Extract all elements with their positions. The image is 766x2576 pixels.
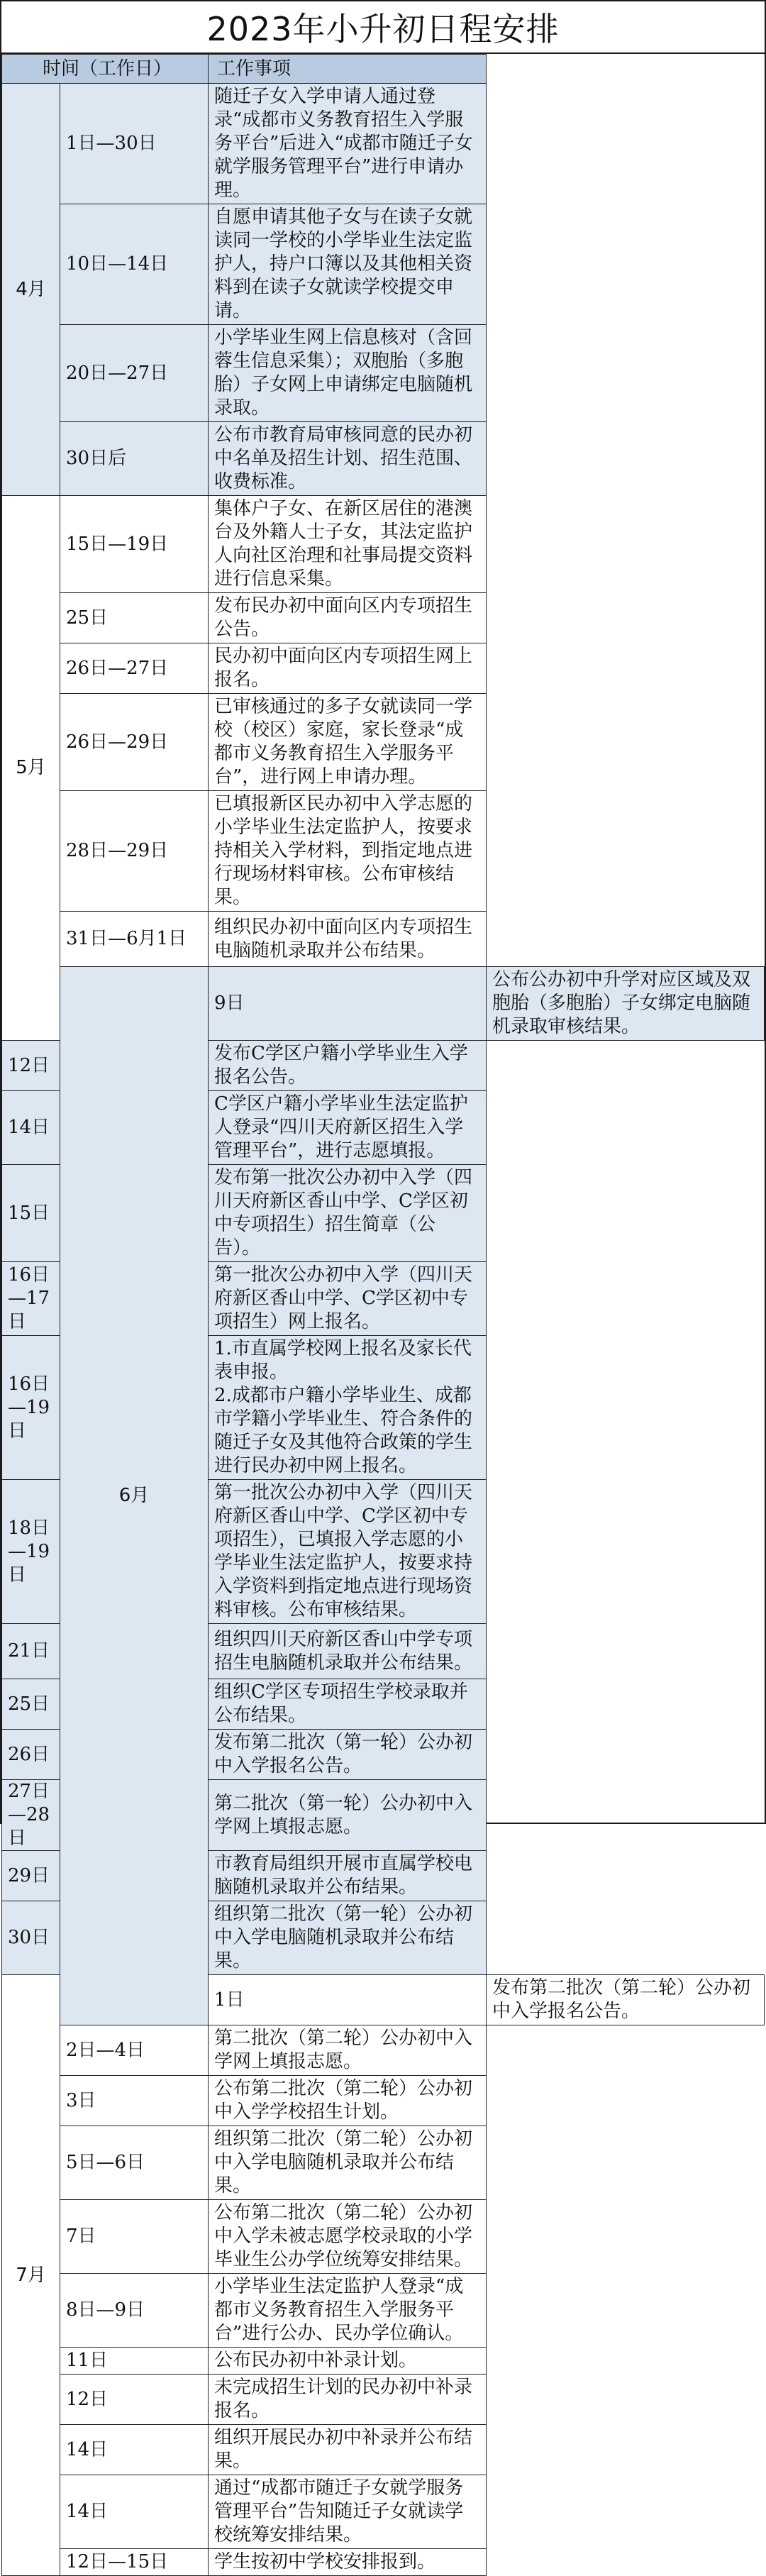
table-row xyxy=(2,967,765,1041)
task-cell: 发布C学区户籍小学毕业生入学报名公告。 xyxy=(209,1041,487,1091)
table-row xyxy=(2,422,765,496)
task-cell: 第二批次（第二轮）公办初中入学网上填报志愿。 xyxy=(209,2025,487,2076)
task-cell: 第二批次（第一轮）公办初中入学网上填报志愿。 xyxy=(209,1780,487,1851)
task-cell: 第一批次公办初中入学（四川天府新区香山中学、C学区初中专项招生），已填报入学志愿的小学毕业生法定监护人，按要求持入学资料到指定地点进行现场资料审核。公布审核结果。 xyxy=(209,1480,487,1624)
schedule-table xyxy=(1,54,765,2576)
table-row xyxy=(2,2549,765,2576)
date-cell: 15日 xyxy=(2,1165,60,1262)
task-cell: 小学毕业生网上信息核对（含回蓉生信息采集）；双胞胎（多胞胎）子女网上申请绑定电脑随机录取。 xyxy=(209,325,487,422)
task-cell: 公布市教育局审核同意的民办初中名单及招生计划、招生范围、收费标准。 xyxy=(209,422,487,496)
task-cell: 第一批次公办初中入学（四川天府新区香山中学、C学区初中专项招生）网上报名。 xyxy=(209,1262,487,1336)
task-cell: 小学毕业生法定监护人登录“成都市义务教育招生入学服务平台”进行公办、民办学位确认。 xyxy=(209,2274,487,2348)
table-row xyxy=(2,643,765,694)
task-cell: 1.市直属学校网上报名及家长代表申报。 2.成都市户籍小学毕业生、成都市学籍小学毕业生、符合条件的随迁子女及其他符合政策的学生进行民办初中网上报名。 xyxy=(209,1336,487,1480)
date-cell: 10日—14日 xyxy=(60,204,209,325)
table-row xyxy=(2,694,765,791)
date-cell: 18日—19日 xyxy=(2,1480,60,1624)
date-cell: 29日 xyxy=(2,1851,60,1901)
date-cell: 12日 xyxy=(2,1041,60,1091)
date-cell: 2日—4日 xyxy=(60,2025,209,2076)
date-cell: 20日—27日 xyxy=(60,325,209,422)
header-task: 工作事项 xyxy=(209,55,487,84)
schedule-body xyxy=(2,84,765,2576)
date-cell: 16日—17日 xyxy=(2,1262,60,1336)
date-cell: 14日 xyxy=(60,2475,209,2549)
date-cell: 11日 xyxy=(60,2348,209,2375)
date-cell: 14日 xyxy=(2,1091,60,1165)
month-cell: 6月 xyxy=(60,967,209,2025)
month-cell: 5月 xyxy=(2,496,60,1041)
date-cell: 3日 xyxy=(60,2076,209,2126)
task-cell: 公布第二批次（第二轮）公办初中入学未被志愿学校录取的小学毕业生公办学位统筹安排结果。 xyxy=(209,2200,487,2274)
task-cell: 公布公办初中升学对应区域及双胞胎（多胞胎）子女绑定电脑随机录取审核结果。 xyxy=(487,967,765,1041)
date-cell: 21日 xyxy=(2,1624,60,1679)
page-title: 2023年小升初日程安排 xyxy=(1,1,765,54)
table-row xyxy=(2,496,765,593)
table-row xyxy=(2,912,765,967)
header-time: 时间（工作日） xyxy=(2,55,209,84)
task-cell: 学生按初中学校安排报到。 xyxy=(209,2549,487,2576)
table-row xyxy=(2,2025,765,2076)
task-cell: 组织民办初中面向区内专项招生电脑随机录取并公布结果。 xyxy=(209,912,487,967)
task-cell: 组织开展民办初中补录并公布结果。 xyxy=(209,2425,487,2475)
date-cell: 12日 xyxy=(60,2375,209,2425)
task-cell: 公布民办初中补录计划。 xyxy=(209,2348,487,2375)
table-row xyxy=(2,204,765,325)
table-row xyxy=(2,2076,765,2126)
date-cell: 5日—6日 xyxy=(60,2126,209,2200)
task-cell: 组织第二批次（第一轮）公办初中入学电脑随机录取并公布结果。 xyxy=(209,1901,487,1975)
task-cell: C学区户籍小学毕业生法定监护人登录“四川天府新区招生入学管理平台”，进行志愿填报。 xyxy=(209,1091,487,1165)
task-cell: 组织C学区专项招生学校录取并公布结果。 xyxy=(209,1679,487,1730)
month-cell: 4月 xyxy=(2,84,60,496)
date-cell: 25日 xyxy=(60,593,209,643)
date-cell: 25日 xyxy=(2,1679,60,1730)
header-row xyxy=(2,55,765,84)
task-cell: 发布第二批次（第一轮）公办初中入学报名公告。 xyxy=(209,1730,487,1780)
date-cell: 1日 xyxy=(209,1975,487,2025)
table-row xyxy=(2,2375,765,2425)
task-cell: 已审核通过的多子女就读同一学校（校区）家庭，家长登录“成都市义务教育招生入学服务平台”，进行网上申请办理。 xyxy=(209,694,487,791)
task-cell: 随迁子女入学申请人通过登录“成都市义务教育招生入学服务平台”后进入“成都市随迁子女就学服务管理平台”进行申请办理。 xyxy=(209,84,487,204)
task-cell: 发布第二批次（第二轮）公办初中入学报名公告。 xyxy=(487,1975,765,2025)
date-cell: 16日—19日 xyxy=(2,1336,60,1480)
task-cell: 集体户子女、在新区居住的港澳台及外籍人士子女，其法定监护人向社区治理和社事局提交资料进行信息采集。 xyxy=(209,496,487,593)
date-cell: 8日—9日 xyxy=(60,2274,209,2348)
date-cell: 1日—30日 xyxy=(60,84,209,204)
date-cell: 14日 xyxy=(60,2425,209,2475)
task-cell: 发布第一批次公办初中入学（四川天府新区香山中学、C学区初中专项招生）招生简章（公告）。 xyxy=(209,1165,487,1262)
task-cell: 公布第二批次（第二轮）公办初中入学学校招生计划。 xyxy=(209,2076,487,2126)
date-cell: 26日 xyxy=(2,1730,60,1780)
date-cell: 12日—15日 xyxy=(60,2549,209,2576)
date-cell: 7日 xyxy=(60,2200,209,2274)
table-row xyxy=(2,325,765,422)
task-cell: 未完成招生计划的民办初中补录报名。 xyxy=(209,2375,487,2425)
table-row xyxy=(2,593,765,643)
date-cell: 30日后 xyxy=(60,422,209,496)
table-row xyxy=(2,2126,765,2200)
table-row xyxy=(2,2348,765,2375)
task-cell: 发布民办初中面向区内专项招生公告。 xyxy=(209,593,487,643)
date-cell: 28日—29日 xyxy=(60,791,209,912)
date-cell: 26日—27日 xyxy=(60,643,209,694)
date-cell: 26日—29日 xyxy=(60,694,209,791)
date-cell: 31日—6月1日 xyxy=(60,912,209,967)
task-cell: 通过“成都市随迁子女就学服务管理平台”告知随迁子女就读学校统筹安排结果。 xyxy=(209,2475,487,2549)
table-row xyxy=(2,791,765,912)
table-row xyxy=(2,2475,765,2549)
date-cell: 27日—28日 xyxy=(2,1780,60,1851)
task-cell: 自愿申请其他子女与在读子女就读同一学校的小学毕业生法定监护人，持户口簿以及其他相关资料到在读子女就读学校提交申请。 xyxy=(209,204,487,325)
task-cell: 已填报新区民办初中入学志愿的小学毕业生法定监护人，按要求持相关入学材料，到指定地点进行现场材料审核。公布审核结果。 xyxy=(209,791,487,912)
table-row xyxy=(2,84,765,204)
month-cell: 7月 xyxy=(2,1975,60,2576)
date-cell: 9日 xyxy=(209,967,487,1041)
table-row xyxy=(2,2274,765,2348)
task-cell: 民办初中面向区内专项招生网上报名。 xyxy=(209,643,487,694)
task-cell: 市教育局组织开展市直属学校电脑随机录取并公布结果。 xyxy=(209,1851,487,1901)
table-row xyxy=(2,2200,765,2274)
task-cell: 组织四川天府新区香山中学专项招生电脑随机录取并公布结果。 xyxy=(209,1624,487,1679)
task-cell: 组织第二批次（第二轮）公办初中入学电脑随机录取并公布结果。 xyxy=(209,2126,487,2200)
date-cell: 30日 xyxy=(2,1901,60,1975)
date-cell: 15日—19日 xyxy=(60,496,209,593)
table-row xyxy=(2,2425,765,2475)
